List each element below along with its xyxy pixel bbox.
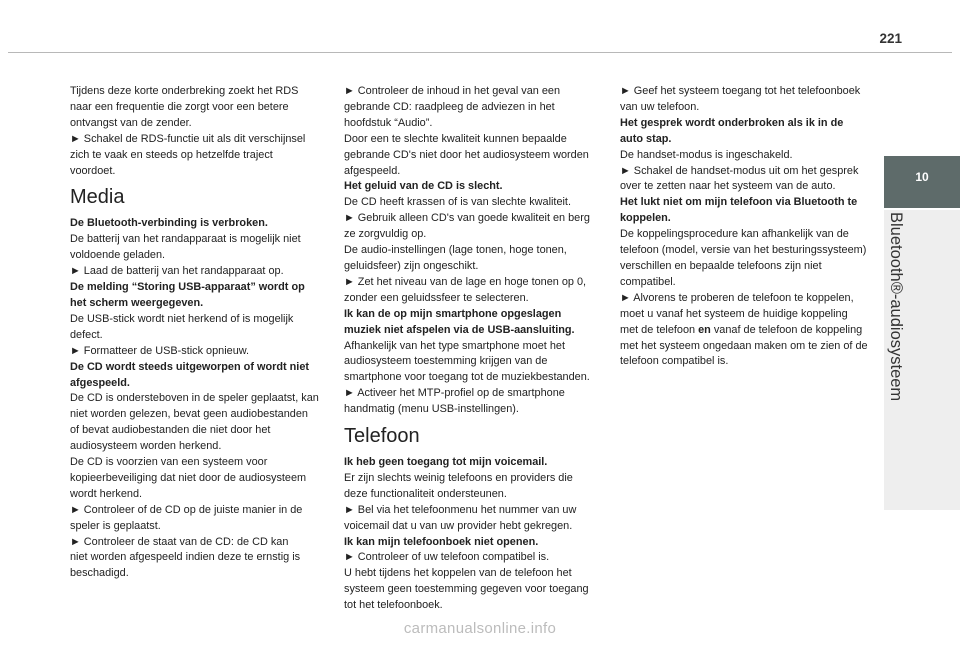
intro-text <box>70 84 328 179</box>
text-line: Het lukt niet om mijn telefoon via Bluetooth te <box>620 196 858 209</box>
text-line: handmatig (menu USB-instellingen). <box>344 403 519 416</box>
text-line: hoofdstuk “Audio”. <box>344 116 433 129</box>
text-line: De handset-modus is ingeschakeld. <box>620 148 793 161</box>
text-line: U hebt tijdens het koppelen van de telefoon het <box>344 567 572 580</box>
text-line: kopieerbeveiliging dat niet door de audiosysteem <box>70 471 307 484</box>
media-text <box>70 216 328 582</box>
text-line: ► Controleer de staat van de CD: de CD kan <box>70 535 289 548</box>
text-line: gebrande CD: raadpleeg de adviezen in het <box>344 100 555 113</box>
text-line: ► Controleer of uw telefoon compatibel is. <box>344 551 550 564</box>
column-2 <box>344 84 602 614</box>
text-line: voordoet. <box>70 164 116 177</box>
text-line: ► Schakel de RDS-functie uit als dit verschijnsel <box>70 132 306 145</box>
text-line: Ik heb geen toegang tot mijn voicemail. <box>344 456 548 469</box>
column-3 <box>620 84 878 370</box>
text-line: auto stap. <box>620 132 672 145</box>
column-1 <box>70 84 328 582</box>
text-line: niet worden gelezen, bevat geen audiobestanden <box>70 408 308 421</box>
chapter-tab <box>884 156 960 208</box>
telefoon-text-continued <box>620 84 878 370</box>
text-line: De USB-stick wordt niet herkend of is mogelijk <box>70 312 294 325</box>
text-line: van uw telefoon. <box>620 100 700 113</box>
media-text-continued <box>344 84 602 418</box>
text-line: systeem geen toestemming gegeven voor toegang <box>344 583 589 596</box>
text-line: compatibel. <box>620 275 676 288</box>
text-line: De koppelingsprocedure kan afhankelijk van de <box>620 228 849 241</box>
text-line: audiosysteem worden herkend. <box>70 440 222 453</box>
page-number: 221 <box>879 31 902 46</box>
text-line: smartphone voor toegang tot de muziekbestanden. <box>344 371 590 384</box>
text-line: met de telefoon en vanaf de telefoon de koppeling <box>620 323 863 336</box>
text-line: ze zorgvuldig op. <box>344 228 427 241</box>
text-line: telefoon compatibel is. <box>620 355 729 368</box>
text-line: defect. <box>70 328 103 341</box>
text-line: over te zetten naar het systeem van de auto. <box>620 180 836 193</box>
text-line: ► Laad de batterij van het randapparaat op. <box>70 265 284 278</box>
text-line: voldoende geladen. <box>70 249 166 262</box>
text-line: ► Controleer de inhoud in het geval van een <box>344 85 561 97</box>
text-line: telefoon (model, versie van het besturingssysteem) <box>620 244 867 257</box>
text-line: De CD heeft krassen of is van slechte kwaliteit. <box>344 196 571 209</box>
text-line: Ik kan mijn telefoonboek niet openen. <box>344 535 539 548</box>
text-line: ► Geef het systeem toegang tot het telefoonboek <box>620 85 861 97</box>
text-line: De melding “Storing USB-apparaat” wordt op <box>70 281 305 294</box>
chapter-number: 10 <box>915 170 929 184</box>
text-line: afgespeeld. <box>70 376 130 389</box>
text-line: Er zijn slechts weinig telefoons en providers die <box>344 471 573 484</box>
text-line: Afhankelijk van het type smartphone moet het <box>344 339 565 352</box>
text-line: ► Controleer of de CD op de juiste manier in de <box>70 503 303 516</box>
text-line: niet worden afgespeeld indien deze te ernstig is <box>70 551 301 564</box>
text-line: zich te vaak en steeds op hetzelfde traject <box>70 148 273 161</box>
text-line: speler is geplaatst. <box>70 519 161 532</box>
text-line: naar een frequentie die zorgt voor een betere <box>70 100 289 113</box>
text-line: ► Zet het niveau van de lage en hoge tonen op 0, <box>344 275 587 288</box>
text-line: audiosysteem toestemming krijgen van de <box>344 355 548 368</box>
text-line: Het geluid van de CD is slecht. <box>344 180 503 193</box>
text-line: tot het telefoonboek. <box>344 599 443 612</box>
text-line: het scherm weergegeven. <box>70 296 204 309</box>
text-line: zonder een geluidssfeer te selecteren. <box>344 291 529 304</box>
header-rule <box>8 52 952 53</box>
footer-watermark: carmanualsonline.info <box>403 620 557 637</box>
text-line: ► Bel via het telefoonmenu het nummer van uw <box>344 503 577 516</box>
text-line: gebrande CD's niet door het audiosysteem worden <box>344 148 589 161</box>
text-line: De CD is ondersteboven in de speler geplaatst, kan <box>70 392 319 405</box>
text-line: Door een te slechte kwaliteit kunnen bepaalde <box>344 132 567 145</box>
text-line: verschillen en bepaalde telefoons zijn niet <box>620 259 822 272</box>
text-line: De CD is voorzien van een systeem voor <box>70 456 268 469</box>
text-line: ► Gebruik alleen CD's van goede kwaliteit en berg <box>344 212 590 225</box>
section-heading-telefoon: Telefoon <box>344 425 420 448</box>
text-line: koppelen. <box>620 212 671 225</box>
text-line: Het gesprek wordt onderbroken als ik in de <box>620 116 844 129</box>
text-line: beschadigd. <box>70 567 129 580</box>
text-line: muziek niet afspelen via de USB-aansluiting. <box>344 323 575 336</box>
text-line: ► Activeer het MTP-profiel op de smartphone <box>344 387 565 400</box>
section-heading-media: Media <box>70 186 125 209</box>
text-line: afgespeeld. <box>344 164 401 177</box>
text-line: wordt herkend. <box>70 487 143 500</box>
text-line: geluidsfeer) zijn ongeschikt. <box>344 259 479 272</box>
text-line: De batterij van het randapparaat is mogelijk niet <box>70 233 301 246</box>
telefoon-text <box>344 455 602 614</box>
text-line: De Bluetooth-verbinding is verbroken. <box>70 217 268 230</box>
chapter-title: Bluetooth®-audiosysteem <box>887 212 905 402</box>
text-line: Ik kan de op mijn smartphone opgeslagen <box>344 307 562 320</box>
text-line: ontvangst van de zender. <box>70 116 192 129</box>
text-line: voicemail dat u van uw provider hebt gekregen. <box>344 519 573 532</box>
text-line: ► Formatteer de USB-stick opnieuw. <box>70 344 250 357</box>
text-line: De audio-instellingen (lage tonen, hoge tonen, <box>344 244 567 257</box>
text-line: deze functionaliteit ondersteunen. <box>344 487 507 500</box>
text-line: met het systeem ongedaan maken om te zien of de <box>620 339 868 352</box>
text-line: De CD wordt steeds uitgeworpen of wordt niet <box>70 360 309 373</box>
text-line: moet u vanaf het systeem de huidige koppeling <box>620 307 848 320</box>
text-line: of bevat audiobestanden die niet door het <box>70 424 271 437</box>
text-line: Tijdens deze korte onderbreking zoekt het RDS <box>70 85 299 97</box>
text-line: ► Alvorens te proberen de telefoon te koppelen, <box>620 291 854 304</box>
text-line: ► Schakel de handset-modus uit om het gesprek <box>620 164 859 177</box>
